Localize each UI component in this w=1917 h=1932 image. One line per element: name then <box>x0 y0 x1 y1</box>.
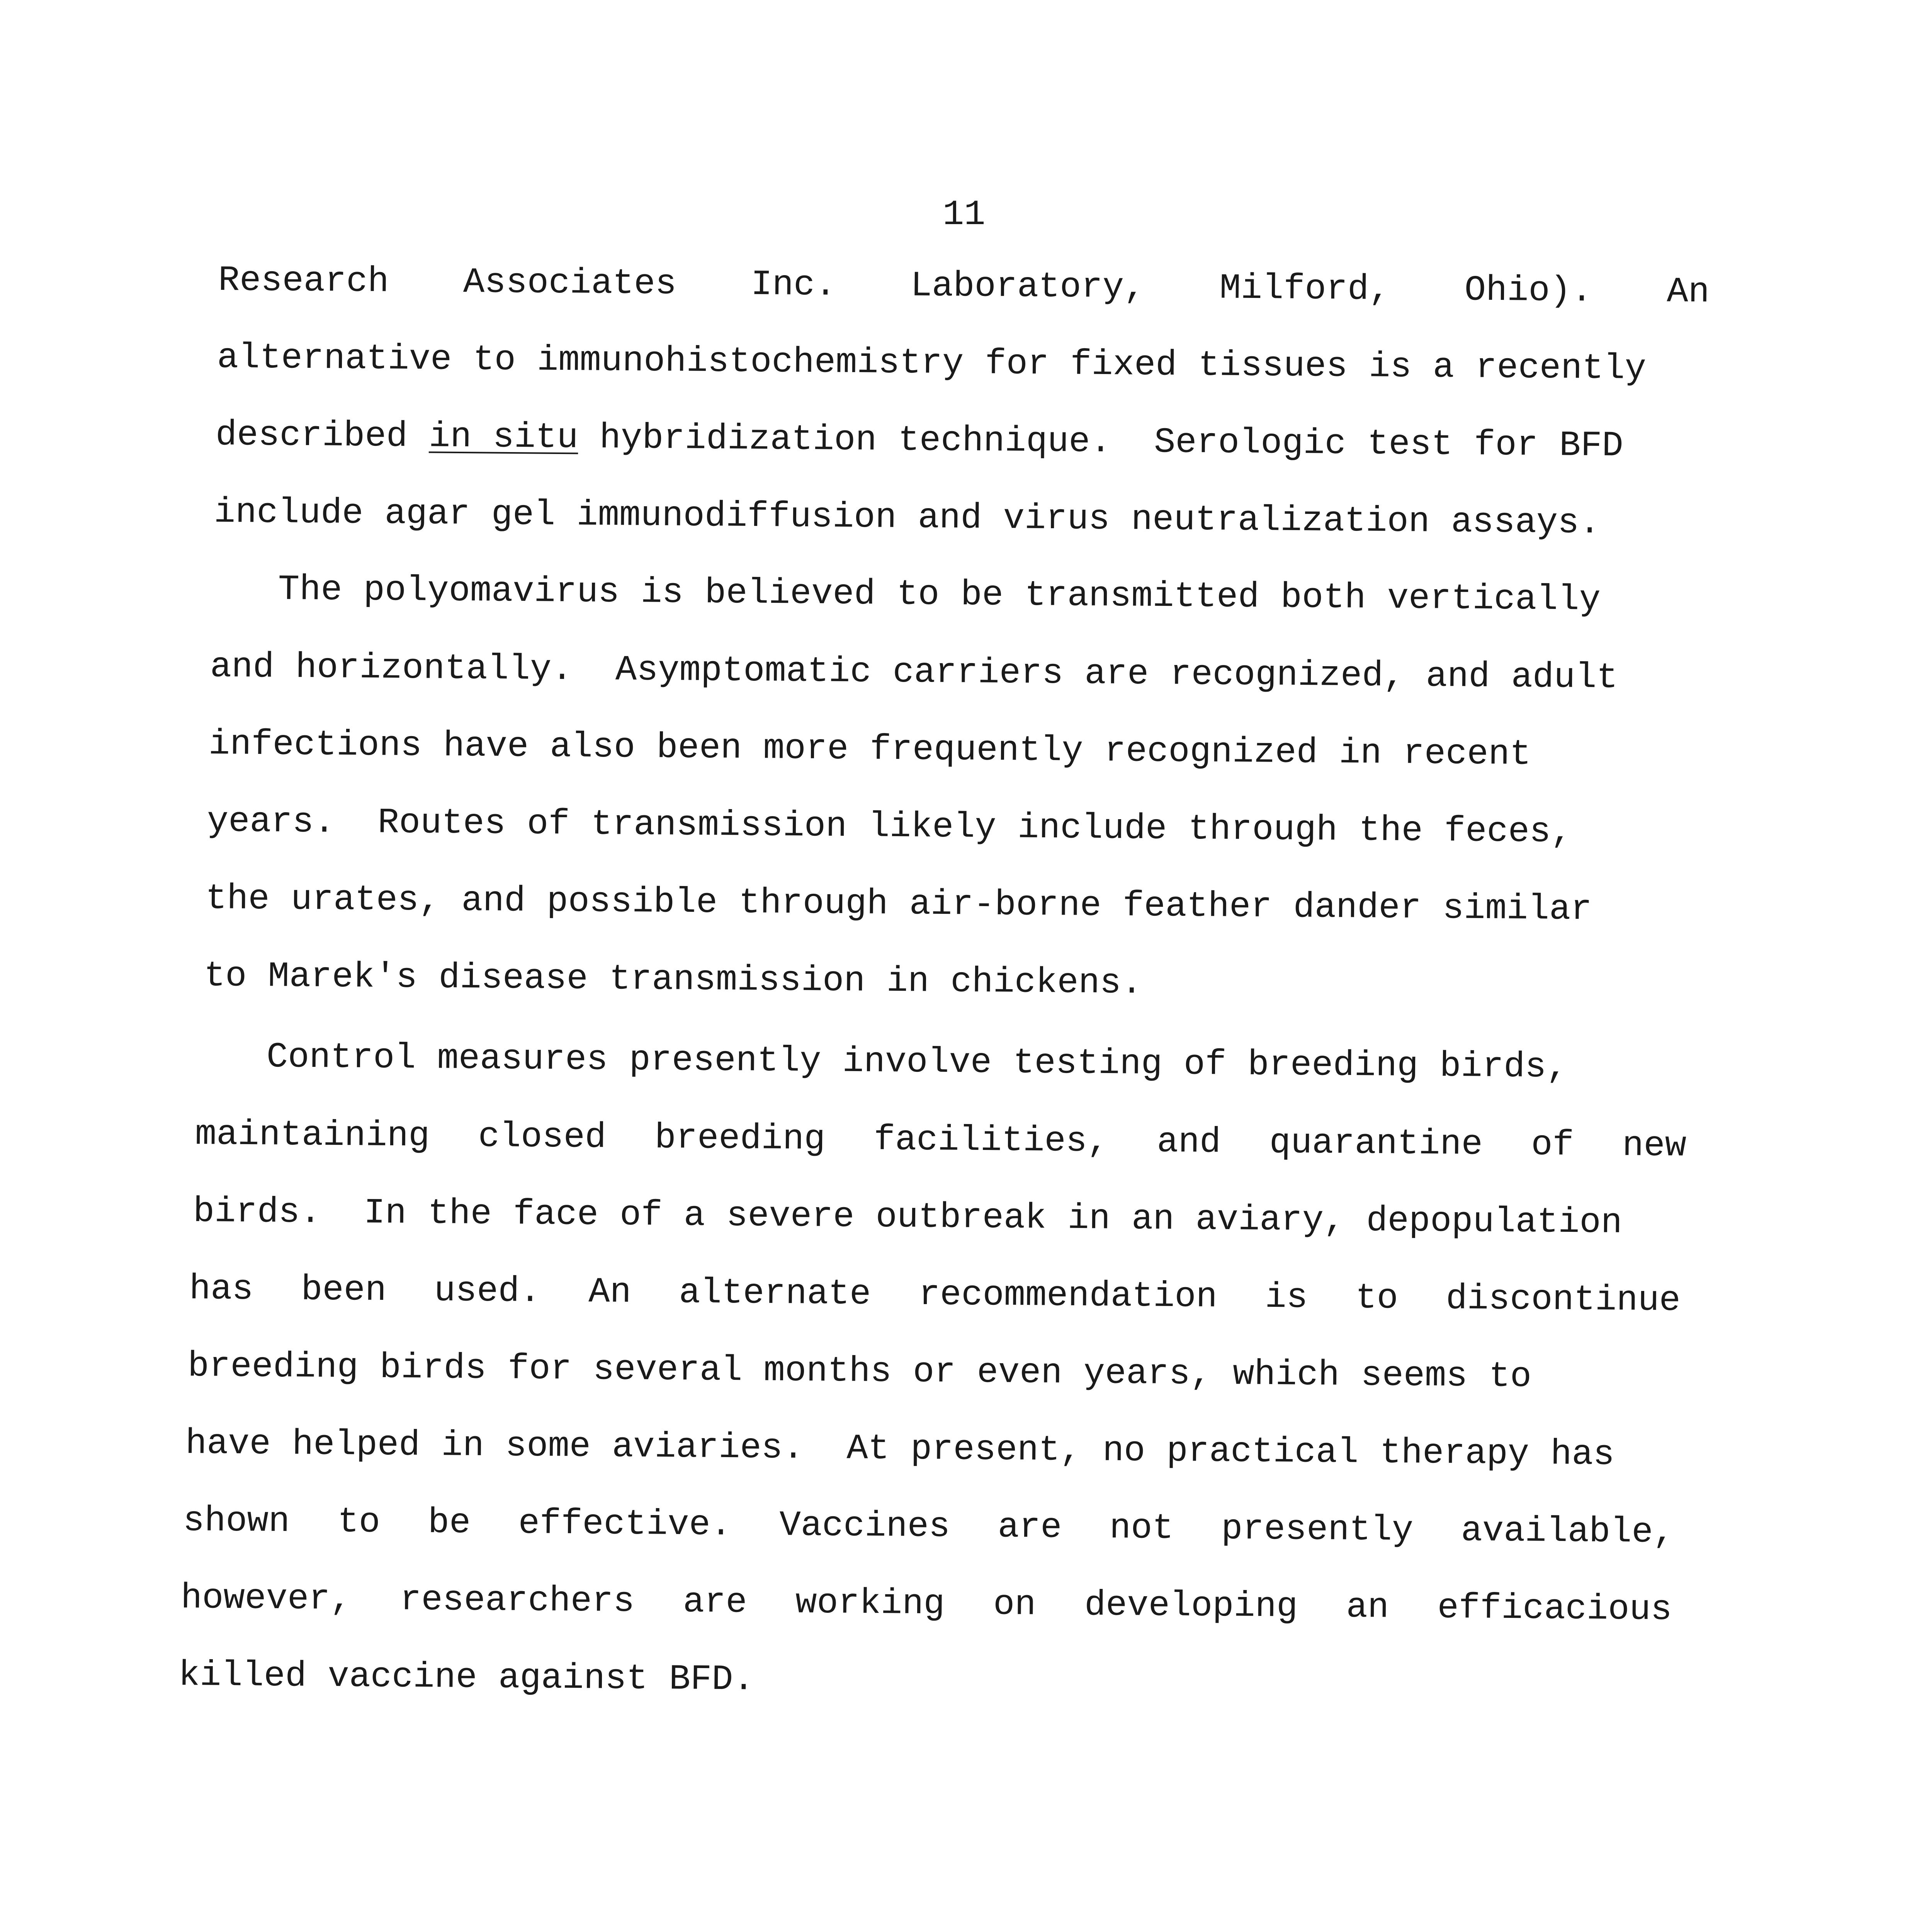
text-line-3 <box>216 417 1623 464</box>
word: maintaining <box>195 1114 430 1156</box>
text-line-15: breeding birds for several months or even years, which seems to <box>187 1346 1532 1397</box>
text-line-12 <box>195 1114 1687 1167</box>
word: alternate <box>679 1272 871 1315</box>
word: an <box>1346 1587 1389 1628</box>
word: Research <box>218 260 389 302</box>
word: of <box>1531 1124 1574 1166</box>
word: Milford, <box>1219 268 1390 310</box>
word: Associates <box>463 262 677 304</box>
text-line-18 <box>181 1580 1672 1628</box>
word: be <box>428 1502 471 1543</box>
underlined-term: in situ <box>428 416 578 458</box>
text-line-2: alternative to immunohistochemistry for fixed tissues is a recently <box>217 337 1647 389</box>
word: breeding <box>654 1117 826 1160</box>
word: quarantine <box>1269 1122 1483 1165</box>
word: and <box>1157 1121 1221 1163</box>
word: Ohio). <box>1464 270 1593 311</box>
text-segment: hybridization technique. Serologic test for BFD <box>578 417 1624 466</box>
word: to <box>1355 1277 1399 1319</box>
text-line-8: years. Routes of transmission likely include through the feces, <box>207 801 1572 852</box>
text-line-17 <box>183 1500 1675 1553</box>
word: recommendation <box>918 1274 1218 1317</box>
text-line-19: killed vaccine against BFD. <box>178 1655 755 1700</box>
word: available, <box>1461 1510 1675 1553</box>
word: closed <box>478 1116 607 1158</box>
word: to <box>337 1502 381 1543</box>
word: An <box>588 1272 632 1313</box>
word: An <box>1667 271 1710 313</box>
text-line-5: The polyomavirus is believed to be transmitted both vertically <box>278 569 1601 620</box>
word: developing <box>1084 1585 1298 1627</box>
word: not <box>1109 1507 1174 1549</box>
word: discontinue <box>1446 1278 1681 1321</box>
word: are <box>683 1582 748 1623</box>
text-line-13: birds. In the face of a severe outbreak in an aviary, depopulation <box>193 1191 1623 1243</box>
word: shown <box>183 1500 290 1542</box>
word: used. <box>434 1270 541 1312</box>
word: researchers <box>399 1579 635 1622</box>
word: new <box>1622 1125 1687 1167</box>
word: Inc. <box>751 264 836 306</box>
page-number: 11 <box>943 194 986 235</box>
text-line-14 <box>189 1269 1681 1321</box>
text-line-16: have helped in some aviaries. At present, no practical therapy has <box>185 1423 1615 1475</box>
word: is <box>1265 1277 1308 1318</box>
word: facilities, <box>874 1119 1109 1162</box>
word: efficacious <box>1437 1587 1672 1630</box>
text-line-11: Control measures presently involve testing of breeding birds, <box>266 1037 1568 1088</box>
text-line-6: and horizontally. Asymptomatic carriers are recognized, and adult <box>210 646 1618 698</box>
text-line-10: to Marek's disease transmission in chickens. <box>204 956 1143 1004</box>
word: effective. <box>518 1503 732 1546</box>
word: on <box>993 1584 1036 1625</box>
word: has <box>189 1269 254 1310</box>
text-line-7: infections have also been more frequently recognized in recent <box>208 724 1531 775</box>
word: been <box>301 1269 387 1311</box>
word: are <box>998 1507 1062 1548</box>
word: Vaccines <box>779 1505 950 1547</box>
word: however, <box>180 1578 352 1620</box>
word: working <box>795 1582 945 1624</box>
word: Laboratory, <box>910 265 1145 308</box>
text-segment: described <box>215 415 429 457</box>
text-line-1 <box>218 260 1710 313</box>
word: presently <box>1221 1509 1414 1551</box>
text-line-9: the urates, and possible through air-borne feather dander similar <box>205 878 1592 930</box>
text-line-4: include agar gel immunodiffusion and virus neutralization assays. <box>214 492 1601 544</box>
